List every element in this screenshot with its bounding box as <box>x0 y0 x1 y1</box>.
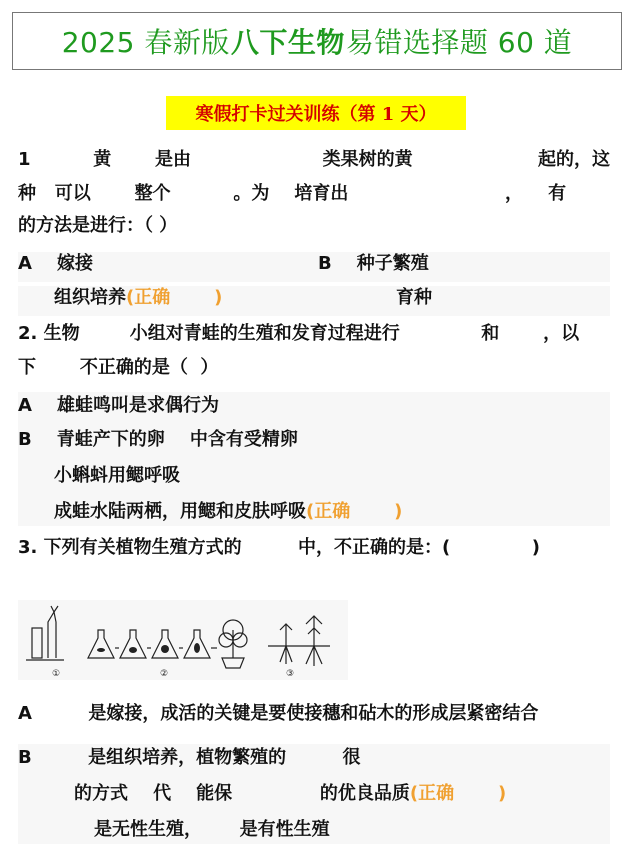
q1-line2: 种 可以 整个 。为 培育出 ， 有 <box>18 183 567 204</box>
fig-label-1: ① <box>52 669 61 679</box>
fig-label-3: ③ <box>286 669 295 679</box>
q3-line1: 3. 下列有关植物生殖方式的 中，不正确的是：( ) <box>18 537 540 558</box>
q3-answer: (正确 ) <box>409 783 507 804</box>
title-part2: 八下生物 <box>230 26 345 59</box>
title-part1: 2025 春新版 <box>61 26 230 59</box>
q3-option-a: A 是嫁接，成活的关键是要使接穗和砧木的形成层紧密结合 <box>18 703 539 724</box>
page-title <box>12 12 622 70</box>
q3-option-c: 是无性生殖， 是有性生殖 <box>94 819 330 840</box>
q1-option-b: B 种子繁殖 <box>318 253 429 274</box>
q3-option-b: B 是组织培养，植物繁殖的 很 <box>18 747 361 768</box>
title-part3: 易错选择题 60 道 <box>345 26 573 59</box>
q2-option-a: A 雄蛙鸣叫是求偶行为 <box>18 395 219 416</box>
q2-answer: (正确 ) <box>306 501 403 522</box>
q2-line1: 2. 生物 小组对青蛙的生殖和发育过程进行 和 ，以 <box>18 323 580 344</box>
q1-option-c-text: 组织培养 <box>54 287 126 308</box>
q2-line2: 下 不正确的是（ ） <box>18 357 219 378</box>
q1-line1: 1 黄 是由 类果树的黄 起的，这 <box>18 149 610 170</box>
q1-option-d: 育种 <box>396 287 432 308</box>
q2-option-d-text: 成蛙水陆两栖，用鳃和皮肤呼吸 <box>54 501 306 522</box>
q2-option-c: 小蝌蚪用鳃呼吸 <box>54 465 180 486</box>
q3-option-b2-text: 的方式 代 能保 的优良品质 <box>74 783 410 804</box>
q1-options-shade <box>18 252 610 282</box>
plant-reproduction-figure <box>18 600 348 680</box>
fig-label-2: ② <box>160 669 169 679</box>
q2-option-b: B 青蛙产下的卵 中含有受精卵 <box>18 429 298 450</box>
q1-option-c <box>54 286 222 310</box>
q3-option-b2 <box>74 782 506 806</box>
q1-answer: (正确 ) <box>126 287 223 308</box>
q1-option-a: A 嫁接 <box>18 253 93 274</box>
q2-option-d <box>54 500 402 524</box>
q1-line3: 的方法是进行：（ ） <box>18 215 178 236</box>
day-banner: 寒假打卡过关训练（第 1 天） <box>166 96 466 130</box>
